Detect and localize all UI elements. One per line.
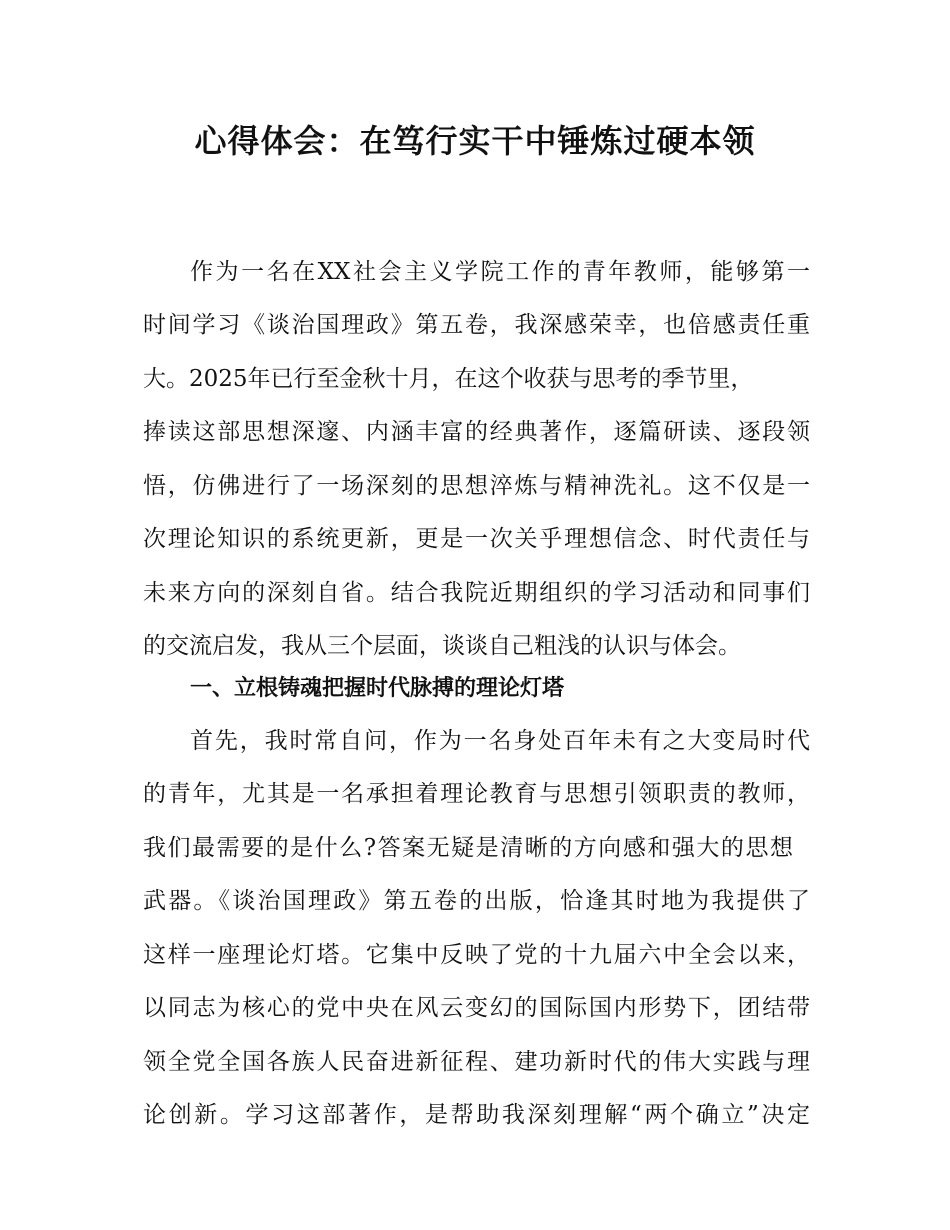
document-title: 心得体会：在笃行实干中锤炼过硬本领 (194, 122, 756, 160)
text-line: 次理论知识的系统更新，更是一次关乎理想信念、时代责任与 (143, 526, 810, 552)
text-line: 以同志为核心的党中央在风云变幻的国际国内形势下，团结带 (143, 995, 810, 1021)
text-line: 悟，仿佛进行了一场深刻的思想淬炼与精神洗礼。这不仅是一 (143, 473, 810, 499)
text-line: 我们最需要的是什么?答案无疑是清晰的方向感和强大的思想 (143, 835, 793, 861)
section-heading: 一、立根铸魂把握时代脉搏的理论灯塔 (190, 675, 565, 701)
text-line: 的青年，尤其是一名承担着理论教育与思想引领职责的教师， (143, 781, 810, 807)
text-line: 的交流启发，我从三个层面，谈谈自己粗浅的认识与体会。 (143, 633, 741, 659)
text-line: 首先，我时常自问，作为一名身处百年未有之大变局时代 (190, 728, 810, 754)
text-line: 作为一名在XX社会主义学院工作的青年教师，能够第一 (190, 259, 810, 285)
text-line: 时间学习《谈治国理政》第五卷，我深感荣幸，也倍感责任重 (143, 312, 810, 338)
text-line: 论创新。学习这部著作，是帮助我深刻理解“两个确立”决定 (143, 1102, 810, 1128)
text-line: 大。2025年已行至金秋十月，在这个收获与思考的季节里， (143, 366, 754, 392)
text-line: 武器。《谈治国理政》第五卷的出版，恰逢其时地为我提供了 (143, 888, 810, 914)
text-line: 领全党全国各族人民奋进新征程、建功新时代的伟大实践与理 (143, 1049, 810, 1075)
text-line: 捧读这部思想深邃、内涵丰富的经典著作，逐篇研读、逐段领 (143, 419, 810, 445)
text-line: 未来方向的深刻自省。结合我院近期组织的学习活动和同事们 (143, 580, 810, 606)
text-line: 这样一座理论灯塔。它集中反映了党的十九届六中全会以来， (143, 942, 810, 968)
